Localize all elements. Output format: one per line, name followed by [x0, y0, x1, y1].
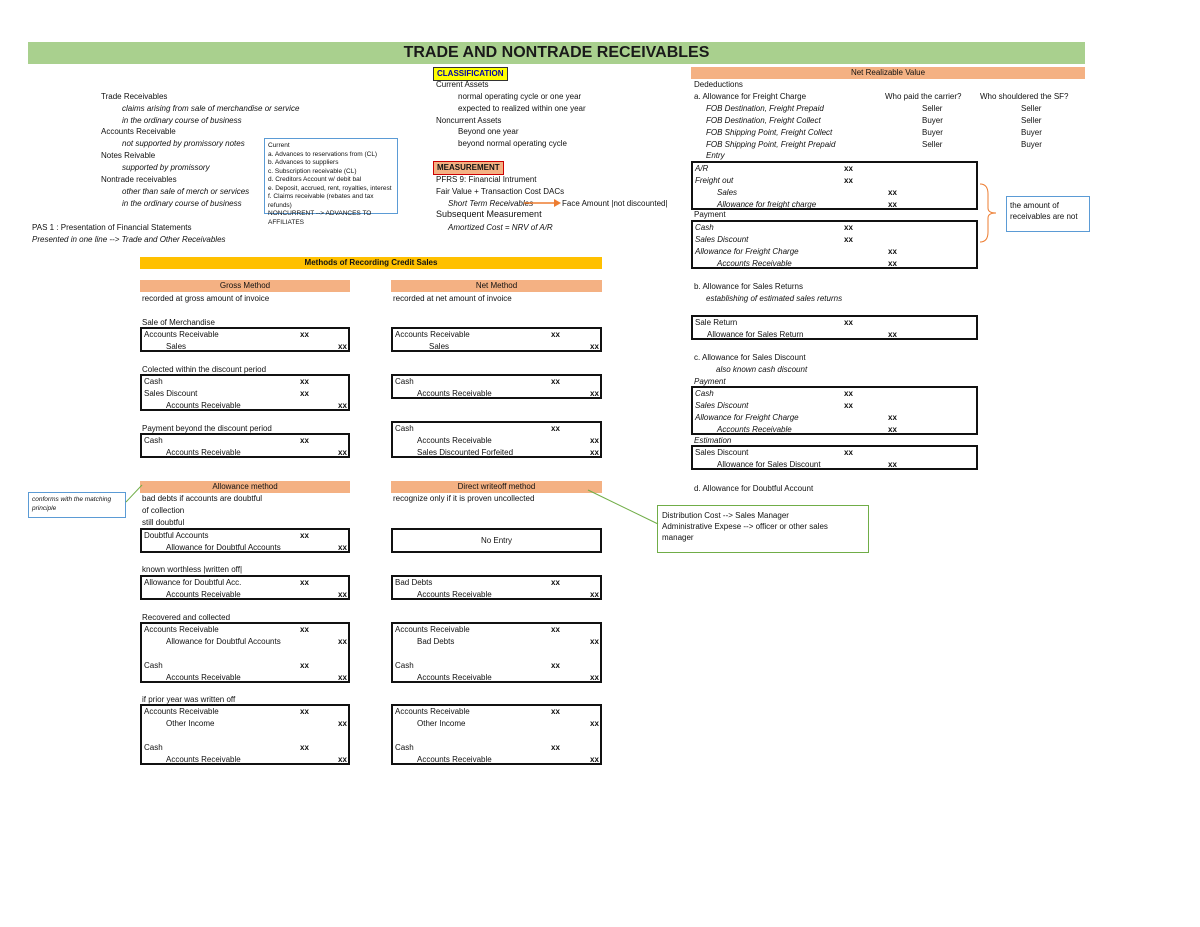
current-note-heading: Current	[268, 142, 290, 149]
current-note-item: d. Creditors Account w/ debit bal	[268, 176, 362, 183]
journal-account: Sales Discount	[695, 235, 749, 244]
current-note	[264, 138, 398, 226]
definition-line: Presented in one line --> Trade and Other Receivables	[32, 235, 226, 244]
credit-amount: xx	[888, 259, 897, 268]
credit-amount: xx	[338, 401, 347, 410]
journal-entry-box	[140, 327, 350, 352]
no-entry-box	[391, 528, 602, 553]
page-title: TRADE AND NONTRADE RECEIVABLES	[28, 42, 1085, 64]
journal-account: Bad Debts	[395, 578, 433, 587]
credit-amount: xx	[590, 673, 599, 682]
journal-account: Accounts Receivable	[166, 755, 241, 764]
arrow-right-icon	[522, 198, 562, 208]
measurement-label: MEASUREMENT	[433, 161, 504, 175]
who-shouldered-header: Who shouldered the SF?	[980, 92, 1069, 101]
beyond-label: Payment beyond the discount period	[142, 424, 272, 433]
journal-account: Accounts Receivable	[166, 401, 241, 410]
journal-account: Cash	[695, 389, 714, 398]
bracket-icon	[978, 182, 1000, 244]
debit-amount: xx	[300, 743, 309, 752]
fob-term: FOB Shipping Point, Freight Collect	[706, 128, 833, 137]
who-paid-value: Seller	[922, 140, 943, 149]
journal-account: Sale Return	[695, 318, 738, 327]
sales-discount-desc: also known cash discount	[716, 365, 808, 374]
journal-entry-box	[391, 575, 602, 600]
net-method-header: Net Method	[391, 280, 602, 292]
direct-desc: recognize only if it is proven uncollected	[393, 494, 535, 503]
debit-amount: xx	[844, 318, 853, 327]
distribution-note	[657, 505, 869, 553]
classification-line: beyond normal operating cycle	[458, 139, 567, 148]
debit-amount: xx	[551, 661, 560, 670]
collected-label: Colected within the discount period	[142, 365, 267, 374]
debit-amount: xx	[551, 625, 560, 634]
entry-label: Entry	[706, 151, 725, 160]
credit-amount: xx	[338, 755, 347, 764]
debit-amount: xx	[551, 743, 560, 752]
debit-amount: xx	[844, 176, 853, 185]
debit-amount: xx	[551, 377, 560, 386]
c-payment-label: Payment	[694, 377, 726, 386]
credit-amount: xx	[590, 719, 599, 728]
journal-entry-box	[140, 575, 350, 600]
fob-term: FOB Destination, Freight Prepaid	[706, 104, 824, 113]
journal-entry-box	[140, 374, 350, 411]
current-note-item: a. Advances to reservations from (CL)	[268, 150, 378, 158]
journal-entry-box	[140, 622, 350, 683]
debit-amount: xx	[551, 424, 560, 433]
journal-account: Cash	[395, 377, 414, 386]
doubtful-account-label: d. Allowance for Doubtful Account	[694, 484, 814, 493]
credit-amount: xx	[590, 436, 599, 445]
journal-account: Allowance for Doubtful Accounts	[166, 543, 281, 552]
sales-returns-label: b. Allowance for Sales Returns	[694, 282, 803, 291]
classification-line: Noncurrent Assets	[436, 116, 502, 125]
debit-amount: xx	[551, 707, 560, 716]
credit-amount: xx	[338, 590, 347, 599]
dist-note-line-3: manager	[662, 533, 694, 542]
credit-amount: xx	[888, 247, 897, 256]
debit-amount: xx	[551, 330, 560, 339]
journal-entry-box	[140, 704, 350, 765]
direct-writeoff-header: Direct writeoff method	[391, 481, 602, 493]
dist-note-line-2: Administrative Expese --> officer or other sales	[662, 522, 828, 531]
credit-amount: xx	[338, 342, 347, 351]
definition-line: supported by promissory	[122, 163, 210, 172]
credit-amount: xx	[338, 719, 347, 728]
debit-amount: xx	[300, 330, 309, 339]
debit-amount: xx	[844, 235, 853, 244]
current-note-item: f. Claims receivable (rebates and tax refunds)	[268, 193, 374, 209]
journal-entry-box	[391, 374, 602, 399]
journal-account: Accounts Receivable	[166, 590, 241, 599]
prior-label: if prior year was written off	[142, 695, 236, 704]
current-note-item: e. Deposit, accrued, rent, royalties, interest	[268, 184, 392, 192]
classification-line: expected to realized within one year	[458, 104, 586, 113]
classification-line: Short Term Receivables	[448, 199, 534, 208]
journal-account: Accounts Receivable	[395, 625, 470, 634]
journal-account: Allowance for Freight Charge	[695, 413, 799, 422]
journal-entry-box	[140, 528, 350, 553]
journal-account: Sales	[429, 342, 450, 351]
credit-amount: xx	[338, 637, 347, 646]
journal-account: Accounts Receivable	[144, 330, 219, 339]
who-paid-header: Who paid the carrier?	[885, 92, 962, 101]
journal-account: Accounts Receivable	[166, 673, 241, 682]
journal-entry-box	[691, 220, 978, 269]
subsequent-measurement: Subsequent Measurement	[436, 209, 542, 219]
journal-account: Cash	[144, 377, 163, 386]
classification-line: normal operating cycle or one year	[458, 92, 582, 101]
credit-amount: xx	[590, 755, 599, 764]
methods-header: Methods of Recording Credit Sales	[140, 257, 602, 269]
debit-amount: xx	[300, 578, 309, 587]
net-desc: recorded at net amount of invoice	[393, 294, 512, 303]
journal-account: Cash	[695, 223, 714, 232]
journal-account: Allowance for Sales Discount	[717, 460, 821, 469]
journal-account: Accounts Receivable	[417, 389, 492, 398]
definition-line: in the ordinary course of business	[122, 116, 242, 125]
credit-amount: xx	[338, 673, 347, 682]
journal-account: Accounts Receivable	[395, 707, 470, 716]
debit-amount: xx	[300, 661, 309, 670]
debit-amount: xx	[300, 531, 309, 540]
no-entry-text: No Entry	[480, 536, 513, 545]
journal-account: Accounts Receivable	[144, 707, 219, 716]
debit-amount: xx	[844, 401, 853, 410]
journal-account: Accounts Receivable	[417, 436, 492, 445]
classification-line: Amortized Cost = NRV of A/R	[448, 223, 553, 232]
credit-amount: xx	[590, 448, 599, 457]
journal-entry-box	[140, 433, 350, 458]
who-shouldered-value: Buyer	[1021, 128, 1042, 137]
credit-amount: xx	[888, 460, 897, 469]
credit-amount: xx	[888, 330, 897, 339]
who-paid-value: Seller	[922, 104, 943, 113]
classification-line: PFRS 9: Financial Intrument	[436, 175, 537, 184]
worthless-label: known worthless |written off|	[142, 565, 243, 574]
matching-note-text: conforms with the matching principle	[32, 496, 112, 512]
sales-discount-label: c. Allowance for Sales Discount	[694, 353, 806, 362]
definition-line: not supported by promissory notes	[122, 139, 245, 148]
allowance-desc-3: still doubtful	[142, 518, 185, 527]
journal-account: Allowance for Doubtful Accounts	[166, 637, 281, 646]
journal-account: Cash	[144, 743, 163, 752]
who-shouldered-value: Seller	[1021, 104, 1042, 113]
debit-amount: xx	[300, 377, 309, 386]
credit-amount: xx	[590, 389, 599, 398]
allowance-desc-2: of collection	[142, 506, 185, 515]
debit-amount: xx	[300, 625, 309, 634]
journal-account: Accounts Receivable	[417, 590, 492, 599]
journal-account: Other Income	[417, 719, 466, 728]
dist-note-line-1: Distribution Cost --> Sales Manager	[662, 511, 789, 520]
journal-entry-box	[391, 704, 602, 765]
journal-entry-box	[391, 622, 602, 683]
amount-note	[1006, 196, 1090, 232]
fob-term: FOB Shipping Point, Freight Prepaid	[706, 140, 836, 149]
gross-desc: recorded at gross amount of invoice	[142, 294, 270, 303]
debit-amount: xx	[300, 436, 309, 445]
journal-account: Cash	[144, 661, 163, 670]
journal-account: Doubtful Accounts	[144, 531, 209, 540]
current-note-items	[268, 151, 394, 228]
journal-account: Allowance for Sales Return	[707, 330, 804, 339]
journal-entry-box	[691, 386, 978, 435]
journal-account: Accounts Receivable	[395, 330, 470, 339]
sale-merch-label: Sale of Merchandise	[142, 318, 215, 327]
journal-account: Accounts Receivable	[166, 448, 241, 457]
journal-account: Allowance for Freight Charge	[695, 247, 799, 256]
definition-line: Nontrade receivables	[101, 175, 177, 184]
journal-account: Other Income	[166, 719, 215, 728]
journal-account: Cash	[395, 424, 414, 433]
journal-entry-box	[391, 327, 602, 352]
definition-line: Trade Receivables	[101, 92, 168, 101]
journal-account: Sales Discount	[695, 448, 749, 457]
journal-account: Sales	[166, 342, 187, 351]
classification-line: Fair Value + Transaction Cost DACs	[436, 187, 565, 196]
who-paid-value: Buyer	[922, 116, 943, 125]
freight-allowance-label: a. Allowance for Freight Charge	[694, 92, 807, 101]
journal-account: Sales Discounted Forfeited	[417, 448, 514, 457]
journal-account: Sales Discount	[695, 401, 749, 410]
journal-account: Freight out	[695, 176, 734, 185]
who-shouldered-value: Seller	[1021, 116, 1042, 125]
credit-amount: xx	[888, 188, 897, 197]
current-note-item: b. Advances to suppliers	[268, 159, 339, 166]
journal-account: Accounts Receivable	[144, 625, 219, 634]
payment-label: Payment	[694, 210, 726, 219]
journal-account: A/R	[695, 164, 709, 173]
journal-account: Cash	[395, 661, 414, 670]
credit-amount: xx	[338, 448, 347, 457]
credit-amount: xx	[590, 342, 599, 351]
credit-amount: xx	[888, 425, 897, 434]
journal-account: Accounts Receivable	[417, 755, 492, 764]
journal-account: Accounts Receivable	[417, 673, 492, 682]
definition-line: claims arising from sale of merchandise or service	[122, 104, 300, 113]
journal-account: Cash	[144, 436, 163, 445]
definition-line: in the ordinary course of business	[122, 199, 242, 208]
journal-entry-box	[691, 315, 978, 340]
debit-amount: xx	[844, 164, 853, 173]
classification-line: Current Assets	[436, 80, 489, 89]
journal-account: Allowance for Doubtful Acc.	[144, 578, 242, 587]
connector-line-icon	[124, 482, 144, 506]
who-shouldered-value: Buyer	[1021, 140, 1042, 149]
credit-amount: xx	[888, 413, 897, 422]
amount-note-text: the amount of receivables are not	[1010, 201, 1078, 221]
definition-line: Notes Reivable	[101, 151, 156, 160]
who-paid-value: Buyer	[922, 128, 943, 137]
sales-returns-desc: establishing of estimated sales returns	[706, 294, 843, 303]
current-note-item: NONCURRENT --> ADVANCES TO AFFILIATES	[268, 210, 372, 226]
journal-account: Sales	[717, 188, 738, 197]
journal-account: Accounts Receivable	[717, 425, 792, 434]
fob-term: FOB Destination, Freight Collect	[706, 116, 821, 125]
credit-amount: xx	[338, 543, 347, 552]
journal-entry-box	[691, 161, 978, 210]
debit-amount: xx	[844, 223, 853, 232]
journal-account: Sales Discount	[144, 389, 198, 398]
definition-line: PAS 1 : Presentation of Financial Statements	[32, 223, 192, 232]
nrv-header: Net Realizable Value	[691, 67, 1085, 79]
credit-amount: xx	[888, 200, 897, 209]
definition-line: other than sale of merch or services	[122, 187, 250, 196]
journal-entry-box	[691, 445, 978, 470]
connector-line-icon	[586, 488, 660, 528]
gross-method-header: Gross Method	[140, 280, 350, 292]
classification-line: Face Amount |not discounted|	[562, 199, 668, 208]
c-estimation-label: Estimation	[694, 436, 732, 445]
journal-account: Cash	[395, 743, 414, 752]
credit-amount: xx	[590, 637, 599, 646]
recovered-label: Recovered and collected	[142, 613, 231, 622]
classification-label: CLASSIFICATION	[433, 67, 508, 81]
matching-principle-note	[28, 492, 126, 518]
deductions-label: Dedeductions	[694, 80, 743, 89]
credit-amount: xx	[590, 590, 599, 599]
journal-entry-box	[391, 421, 602, 458]
allowance-method-header: Allowance method	[140, 481, 350, 493]
debit-amount: xx	[551, 578, 560, 587]
journal-account: Allowance for freight charge	[717, 200, 817, 209]
definition-line: Accounts Receivable	[101, 127, 176, 136]
allowance-desc-1: bad debts if accounts are doubtful	[142, 494, 263, 503]
debit-amount: xx	[844, 448, 853, 457]
current-note-item: c. Subscription receivable (CL)	[268, 167, 357, 175]
journal-account: Accounts Receivable	[717, 259, 792, 268]
debit-amount: xx	[300, 389, 309, 398]
debit-amount: xx	[300, 707, 309, 716]
debit-amount: xx	[844, 389, 853, 398]
journal-account: Bad Debts	[417, 637, 455, 646]
classification-line: Beyond one year	[458, 127, 519, 136]
